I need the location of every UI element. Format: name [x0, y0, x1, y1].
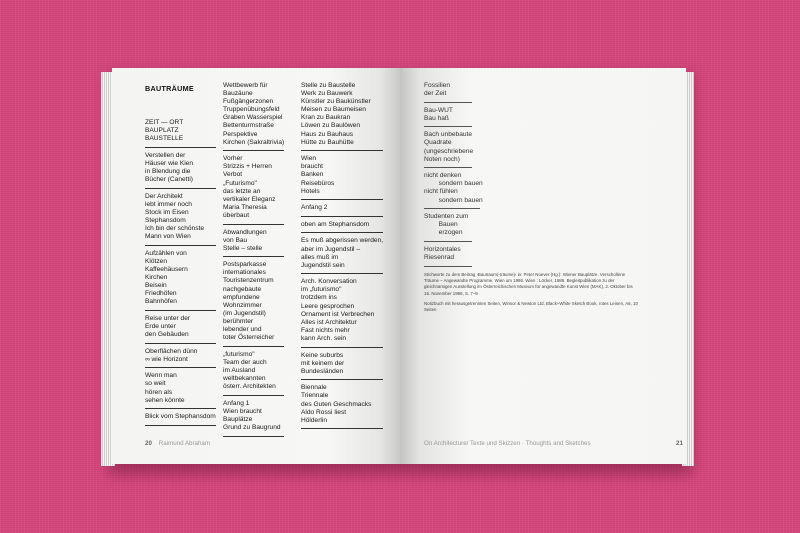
text-block: Der Architekt lebt immer noch Stock im Eisen Stephansdom Ich bin der schönste Mann von Wien [145, 193, 216, 246]
text-block: Aufzählen von Klötzen Kaffeehäusern Kirchen Beisein Friedhöfen Bahnhöfen [145, 250, 216, 311]
text-block: Stelle zu Baustelle Werk zu Bauwerk Künstler zu Baukünstler Meisen zu Baumeisen Kran zu Baukran Löwen zu Baulöwen Haus zu Bauhaus Hütte zu Bauhütte [301, 82, 383, 151]
page-number: 21 [676, 440, 683, 447]
text-block: Wien braucht Banken Reisebüros Hotels [301, 155, 383, 200]
text-block: Keine suburbs mit keinem der Bundesländen [301, 352, 383, 381]
page-number: 20 [145, 440, 152, 447]
text-block: Bau-WUT Bau haß [424, 107, 472, 128]
right-column [424, 82, 483, 271]
text-block: Wenn man so weit hören als sehen könnte [145, 372, 216, 409]
text-block: Biennale Triennale des Guten Geschmacks Aldo Rossi liest Hölderlin [301, 384, 383, 429]
text-block: ZEIT — ORT BAUPLATZ BAUSTELLE [145, 119, 216, 148]
left-column-2 [223, 82, 284, 441]
text-block: Postsparkasse internationales Touristenzentrum nachgebaute empfundene Wohnzimmer (im Jugendstil) berühmter lebender und toter Österreicher [223, 261, 284, 346]
text-block: „futurismo" Team der auch im Ausland weltbekannten österr. Architekten [223, 351, 284, 396]
text-block: Horizontales Riesenrad [424, 246, 472, 267]
text-block: Es muß abgerissen werden, aber im Jugendstil – alles muß im Jugendstil sein [301, 237, 383, 274]
text-block: Fossilien der Zeit [424, 82, 472, 103]
note-sketchbook: Notizbuch mit herausgetrennten Seiten, Winsor & Newton Ltd. Black+White Sketch Book, rotes Leinen, A6, 10 Seiten [424, 300, 638, 313]
text-block: Arch. Konversation im „futurismo" trotzdem ins Leere gesprochen Ornament ist Verbrechen Alles ist Architektur Fast nichts mehr kann Arch. sein [301, 278, 383, 347]
text-block: Wettbewerb für Bauzäune Fußgängerzonen Truppenübungsfeld Graben Wasserspiel Bettenturmstraße Perspektive Kirchen (Sakraltrivia) [223, 82, 284, 151]
page-title: BAUTRÄUME [145, 84, 195, 93]
left-column-1 [145, 82, 216, 430]
text-block: Reise unter der Erde unter den Gebäuden [145, 315, 216, 344]
text-block: nicht denken sondern bauen nicht fühlen sondern bauen [424, 172, 480, 209]
source-note [424, 272, 639, 317]
footer-author: Raimund Abraham [158, 440, 211, 447]
right-footer-title: On Architecture/ Texte und Skizzen · Thoughts and Sketches [424, 440, 591, 447]
text-block: Bach unbebaute Quadrate (ungeschriebene Noten noch) [424, 131, 472, 168]
note-citation: Stichworte zu dem Beitrag ›Bautraum(-träume)‹ in: Peter Noever (Hg.): Wiener Bauplätze. Verschollene Träume – Angewandte Programme. Wien um 1986. Wien : Löcker, 1986. Begleitpublikation zu der gleichnamigen Ausstellung im Österreichischen Museum für angewandte Kunst Wien (MAK), 2. Oktober bis 16. November 1986, S. 7–9 [424, 272, 633, 296]
text-block: Studenten zum Bauen erzogen [424, 213, 472, 242]
left-page [112, 68, 400, 464]
text-block: Vorher Strizzis + Herren Verbot „Futurismo" das letzte an vertikaler Eleganz Maria Theresia überbaut [223, 155, 284, 224]
text-block: Verstellen der Häuser wie Kien in Blendung die Bücher (Canetti) [145, 152, 216, 189]
text-block: Blick vom Stephansdom [145, 413, 216, 426]
left-footer [145, 440, 210, 447]
text-block: oben am Stephansdom [301, 221, 383, 234]
right-page [400, 68, 686, 464]
text-block: Anfang 2 [301, 204, 383, 217]
text-block: Oberflächen dünn ∞ wie Horizont [145, 348, 216, 369]
text-block: Anfang 1 Wien braucht Bauplätze Grund zu Baugrund [223, 400, 284, 437]
text-block: Abwandlungen von Bau Stelle – stelle [223, 229, 284, 258]
left-column-3 [301, 82, 383, 433]
